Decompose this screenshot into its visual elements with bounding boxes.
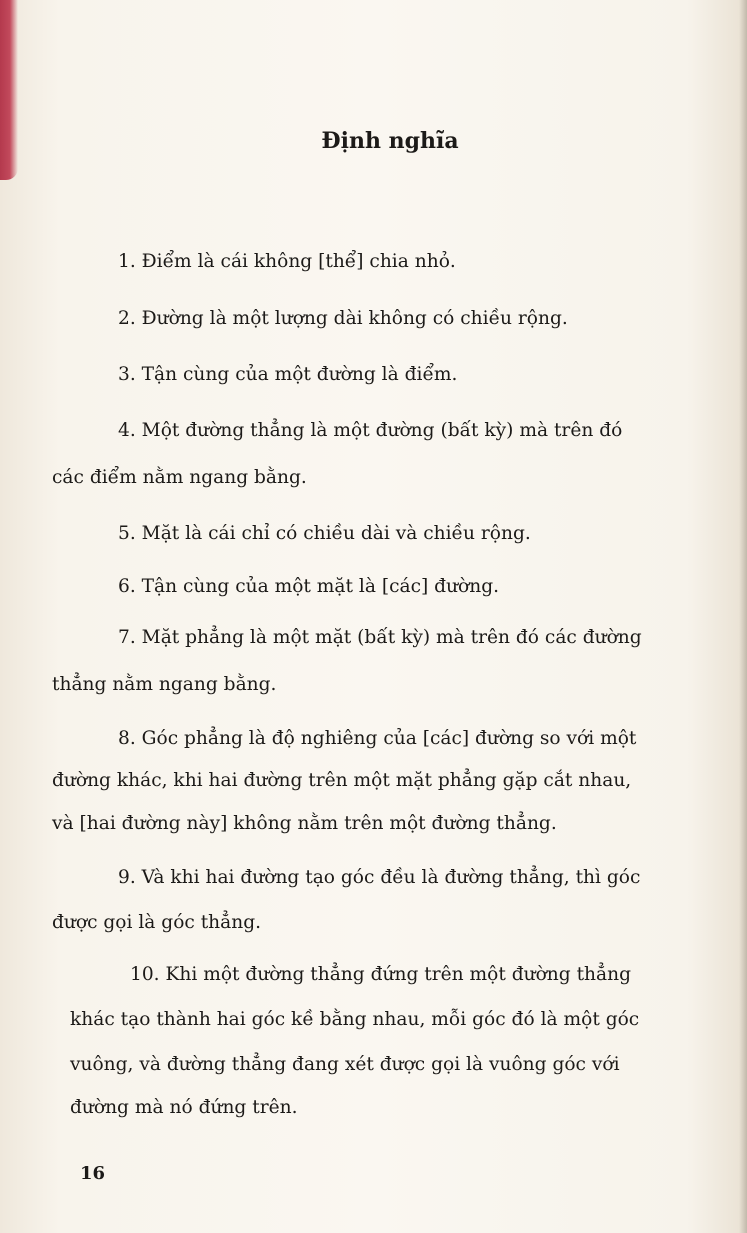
definition-4-line-1: 4. Một đường thẳng là một đường (bất kỳ) mà trên đó: [118, 420, 623, 441]
definition-10-line-4: đường mà nó đứng trên.: [70, 1097, 298, 1118]
definition-7-line-2: thẳng nằm ngang bằng.: [52, 674, 277, 695]
page-number: 16: [80, 1163, 106, 1184]
definition-8-line-2: đường khác, khi hai đường trên một mặt phẳng gặp cắt nhau,: [52, 770, 632, 791]
definition-7-line-1: 7. Mặt phẳng là một mặt (bất kỳ) mà trên đó các đường: [118, 627, 642, 648]
definition-3-line-1: 3. Tận cùng của một đường là điểm.: [118, 364, 458, 385]
page-edge-shadow: [739, 0, 747, 1233]
definition-10-line-3: vuông, và đường thẳng đang xét được gọi là vuông góc với: [70, 1054, 620, 1075]
definition-1-line-1: 1. Điểm là cái không [thể] chia nhỏ.: [118, 251, 456, 272]
definition-9-line-2: được gọi là góc thẳng.: [52, 912, 262, 933]
definition-10-line-2: khác tạo thành hai góc kề bằng nhau, mỗi góc đó là một góc: [70, 1009, 640, 1030]
definition-9-line-1: 9. Và khi hai đường tạo góc đều là đường thẳng, thì góc: [118, 867, 641, 888]
definition-4-line-2: các điểm nằm ngang bằng.: [52, 467, 307, 488]
definition-6-line-1: 6. Tận cùng của một mặt là [các] đường.: [118, 576, 500, 597]
definition-10-line-1: 10. Khi một đường thẳng đứng trên một đường thẳng: [130, 964, 631, 985]
definition-8-line-3: và [hai đường này] không nằm trên một đường thẳng.: [52, 813, 557, 834]
definition-2-line-1: 2. Đường là một lượng dài không có chiều rộng.: [118, 308, 568, 329]
definition-8-line-1: 8. Góc phẳng là độ nghiêng của [các] đường so với một: [118, 728, 637, 749]
definition-5-line-1: 5. Mặt là cái chỉ có chiều dài và chiều rộng.: [118, 523, 531, 544]
page-title: Định nghĩa: [321, 128, 459, 154]
